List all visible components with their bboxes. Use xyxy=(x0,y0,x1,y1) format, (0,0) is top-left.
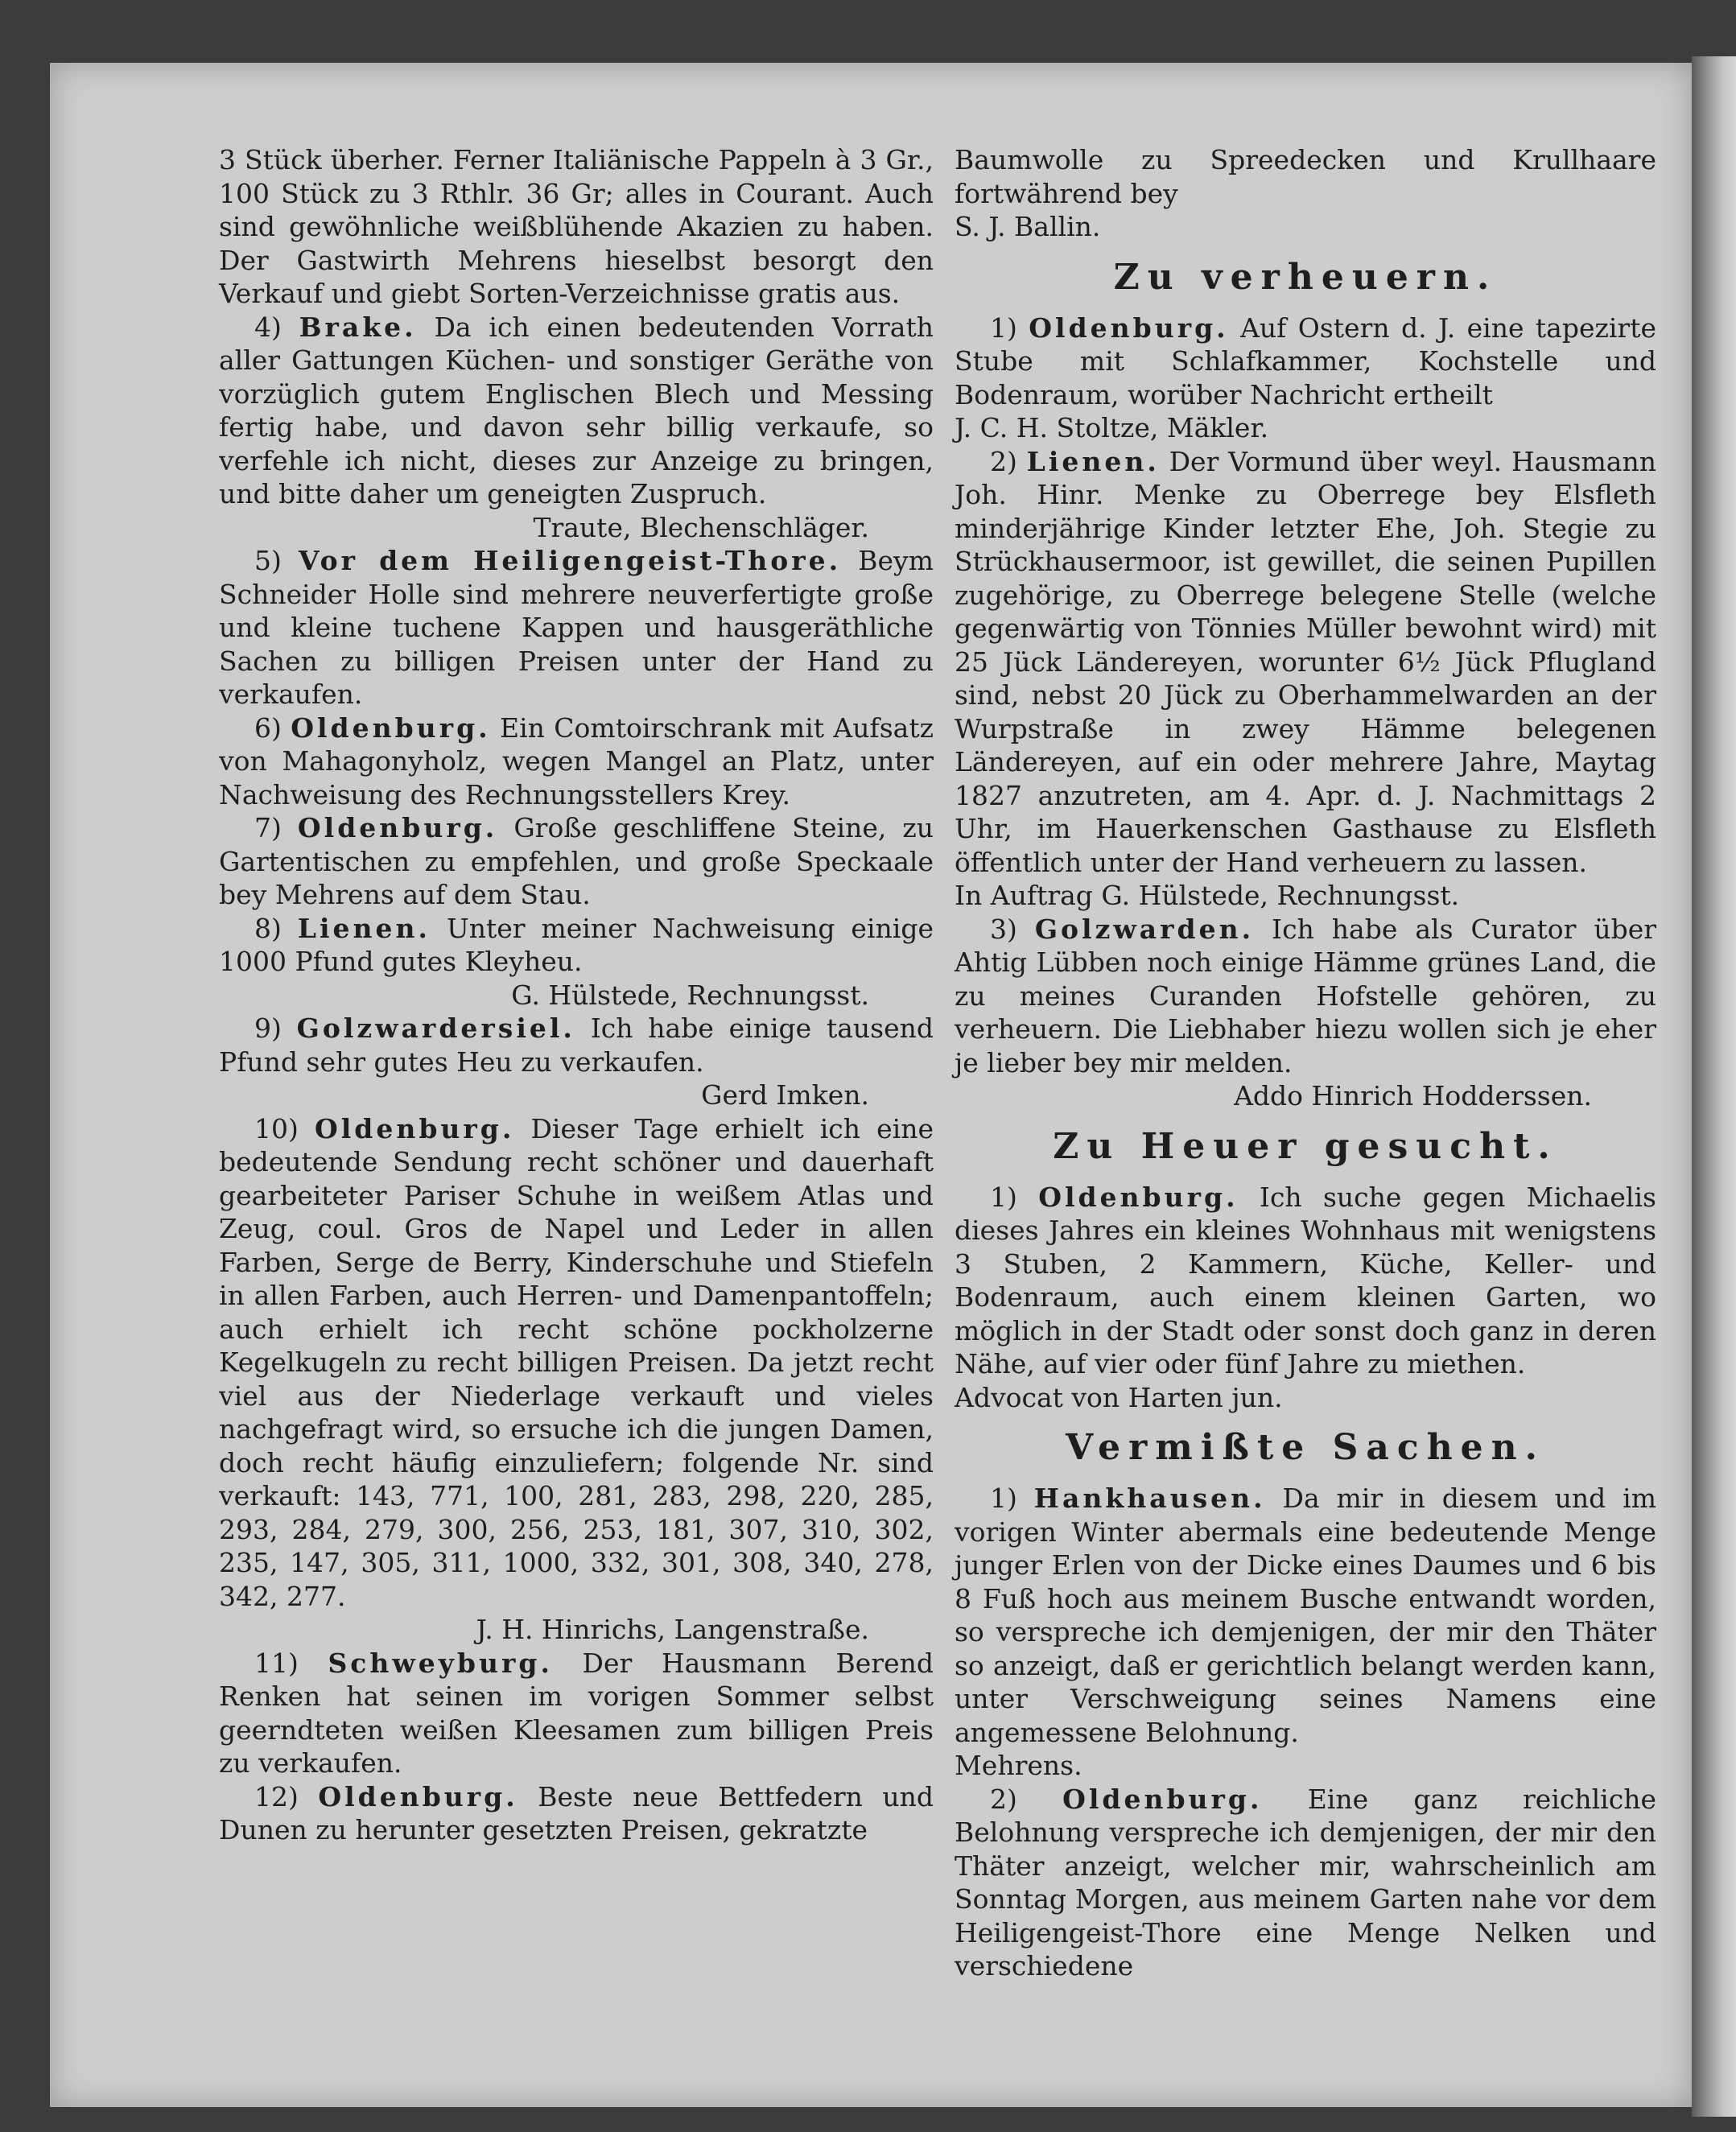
advertisement-9: 9) Golzwardersiel. Ich habe einige tausend Pfund sehr gutes Heu zu verkaufen. xyxy=(219,1012,934,1078)
rental-3: 3) Golzwarden. Ich habe als Curator über Ahtig Lübben noch einige Hämme grünes Land, die zu meines Curanden Hofstelle gehören, zu verheuern. Die Liebhaber hiezu wollen sich je eher je lieber bey mir melden. xyxy=(955,913,1656,1078)
signature: J. H. Hinrichs, Langenstraße. xyxy=(476,1614,869,1645)
place-name: Vor dem Heiligengeist-Thore. xyxy=(299,545,842,576)
signature: Addo Hinrich Hodderssen. xyxy=(1234,1080,1592,1111)
place-name: Oldenburg. xyxy=(291,711,491,744)
wanted-1: 1) Oldenburg. Ich suche gegen Michaelis dieses Jahres ein kleines Wohnhaus mit wenigstens 3 Stuben, 2 Kammern, Küche, Keller- und Bodenraum, auch einem kleinen Garten, wo möglich in der Stadt oder sonst doch ganz in deren Nähe, auf vier oder fünf Jahre zu miethen. xyxy=(955,1181,1656,1379)
advertisement-8: 8) Lienen. Unter meiner Nachweisung einige 1000 Pfund gutes Kleyheu. xyxy=(219,912,934,977)
signature: Advocat von Harten jun. xyxy=(955,1381,1283,1413)
section-heading-zu-heuer-gesucht: Zu Heuer gesucht. xyxy=(1053,1125,1558,1167)
right-column xyxy=(955,143,1656,1983)
signature: Traute, Blechenschläger. xyxy=(533,511,869,543)
continued-paragraph: 3 Stück überher. Ferner Italiänische Pappeln à 3 Gr., 100 Stück zu 3 Rthlr. 36 Gr; alles in Courant. Auch sind gewöhnliche weißblühende Akazien zu haben. Der Gastwirth Mehrens hieselbst besorgt den Verkauf und giebt Sorten-Verzeichnisse gratis aus. xyxy=(219,144,934,309)
place-name: Brake. xyxy=(299,311,417,343)
scan-background-top xyxy=(0,0,1736,63)
place-name: Oldenburg. xyxy=(318,1780,518,1812)
place-name: Schweyburg. xyxy=(328,1647,553,1679)
place-name: Oldenburg. xyxy=(1029,311,1229,344)
continued-paragraph: Baumwolle zu Spreedecken und Krullhaare fortwährend bey xyxy=(955,144,1656,209)
place-name: Oldenburg. xyxy=(1038,1181,1239,1213)
signature: J. C. H. Stoltze, Mäkler. xyxy=(955,412,1269,443)
section-heading-zu-verheuern: Zu verheuern. xyxy=(1113,256,1498,298)
advertisement-5: 5) Vor dem Heiligengeist-Thore. Beym Schneider Holle sind mehrere neuverfertigte große und kleine tuchene Kappen und hausgeräthliche Sachen zu billigen Preisen unter der Hand zu verkaufen. xyxy=(219,545,934,710)
advertisement-12: 12) Oldenburg. Beste neue Bettfedern und Dunen zu herunter gesetzten Preisen, gekratzte xyxy=(219,1780,934,1845)
place-name: Oldenburg. xyxy=(314,1112,515,1144)
place-name: Hankhausen. xyxy=(1033,1483,1266,1514)
signature: Mehrens. xyxy=(955,1750,1082,1781)
section-heading-vermisste-sachen: Vermißte Sachen. xyxy=(1066,1427,1545,1468)
missing-2: 2) Oldenburg. Eine ganz reichliche Belohnung verspreche ich demjenigen, der mir den Thäter anzeigt, welcher mir, wahrscheinlich am Sonntag Morgen, aus meinem Garten nahe vor dem Heiligengeist-Thore eine Menge Nelken und verschiedene xyxy=(955,1783,1656,1981)
place-name: Golzwarden. xyxy=(1034,913,1255,945)
place-name: Lienen. xyxy=(297,912,431,944)
signature: Gerd Imken. xyxy=(701,1079,869,1111)
place-name: Oldenburg. xyxy=(1062,1783,1263,1815)
missing-1: 1) Hankhausen. Da mir in diesem und im vorigen Winter abermals eine bedeutende Menge junger Erlen von der Dicke eines Daumes und 6 bis 8 Fuß hoch aus meinem Busche entwandt worden, so verspreche ich demjenigen, der mir den Thäter so anzeigt, daß er gerichtlich belangt werden kann, unter Verschweigung seines Namens eine angemessene Belohnung. xyxy=(955,1483,1657,1748)
advertisement-11: 11) Schweyburg. Der Hausmann Berend Renken hat seinen im vorigen Sommer selbst geerndteten weißen Kleesamen zum billigen Preis zu verkaufen. xyxy=(219,1647,934,1779)
signature: In Auftrag G. Hülstede, Rechnungsst. xyxy=(955,880,1460,911)
signature: G. Hülstede, Rechnungsst. xyxy=(511,979,869,1011)
advertisement-10: 10) Oldenburg. Dieser Tage erhielt ich eine bedeutende Sendung recht schöner und dauerhaft gearbeiteter Pariser Schuhe in weißem Atlas und Zeug, coul. Gros de Napel und Leder in allen Farben, Serge de Berry, Kinderschuhe und Stiefeln in allen Farben, auch Herren- und Damenpantoffeln; auch erhielt ich recht schöne pockholzerne Kegelkugeln zu recht billigen Preisen. Da jetzt recht viel aus der Niederlage verkauft und vieles nachgefragt wird, so ersuche ich die jungen Damen, doch recht häufig einzuliefern; folgende Nr. sind verkauft: 143, 771, 100, 281, 283, 298, 220, 285, 293, 284, 279, 300, 256, 253, 181, 307, 310, 302, 235, 147, 305, 311, 1000, 332, 301, 308, 340, 278, 342, 277. xyxy=(219,1112,934,1612)
place-name: Lienen. xyxy=(1026,445,1160,477)
advertisement-6: 6) Oldenburg. Ein Comtoirschrank mit Aufsatz von Mahagonyholz, wegen Mangel an Platz, unter Nachweisung des Rechnungsstellers Krey. xyxy=(219,711,934,810)
left-column xyxy=(219,143,934,1847)
advertisement-4: 4) Brake. Da ich einen bedeutenden Vorrath aller Gattungen Küchen- und sonstiger Geräthe von vorzüglich gutem Englischen Blech und Messing fertig habe, und davon sehr billig verkaufe, so verfehle ich nicht, dieses zur Anzeige zu bringen, und bitte daher um geneigten Zuspruch. xyxy=(219,311,934,509)
book-binding-edge xyxy=(1692,56,1736,2117)
place-name: Golzwardersiel. xyxy=(296,1012,575,1044)
signature: S. J. Ballin. xyxy=(955,211,1101,242)
advertisement-7: 7) Oldenburg. Große geschliffene Steine, zu Gartentischen zu empfehlen, und große Speckaale bey Mehrens auf dem Stau. xyxy=(219,812,934,910)
place-name: Oldenburg. xyxy=(297,812,498,843)
rental-1: 1) Oldenburg. Auf Ostern d. J. eine tapezirte Stube mit Schlafkammer, Kochstelle und Bodenraum, worüber Nachricht ertheilt xyxy=(955,311,1656,410)
rental-2: 2) Lienen. Der Vormund über weyl. Hausmann Joh. Hinr. Menke zu Oberrege bey Elsfleth minderjährige Kinder letzter Ehe, Joh. Stegie zu Strückhausermoor, ist gewillet, die seinen Pupillen zugehörige, zu Oberrege belegene Stelle (welche gegenwärtig von Tönnies Müller bewohnt wird) mit 25 Jück Ländereyen, worunter 6½ Jück Pflugland sind, nebst 20 Jück zu Oberhammelwarden an der Wurpstraße in zwey Hämme belegenen Ländereyen, auf ein oder mehrere Jahre, Maytag 1827 anzutreten, am 4. Apr. d. J. Nachmittags 2 Uhr, im Hauerkenschen Gasthause zu Elsfleth öffentlich unter der Hand verheuern zu lassen. xyxy=(955,445,1656,878)
